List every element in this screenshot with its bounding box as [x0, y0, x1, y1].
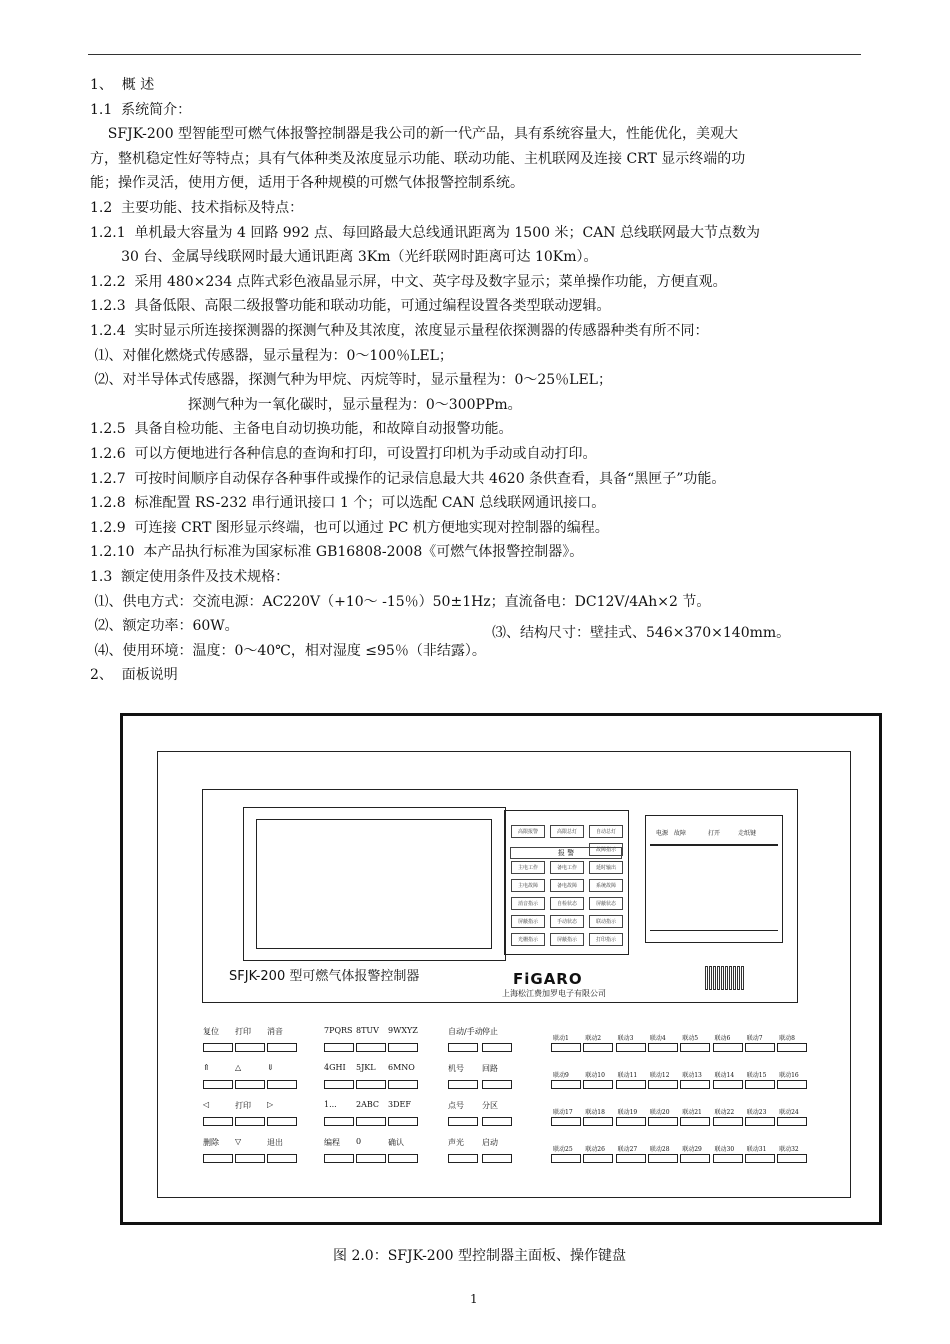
- link-label: 联动16: [779, 1072, 799, 1079]
- link-button[interactable]: [551, 1043, 581, 1052]
- key-label: 退出: [267, 1138, 283, 1147]
- text-line: 1.2.10 本产品执行标准为国家标准 GB16808-2008《可燃气体报警控制器》。: [90, 544, 584, 561]
- text-line: 1.3 额定使用条件及技术规格：: [90, 569, 290, 585]
- text-line: 1.2.8 标准配置 RS-232 串行通讯接口 1 个；可以选配 CAN 总线联网通讯接口。: [90, 495, 606, 512]
- keypad-indicator: 系统故障: [589, 879, 623, 892]
- link-button[interactable]: [745, 1117, 775, 1126]
- key-button[interactable]: [448, 1154, 478, 1163]
- spec-structure: ⑶、结构尺寸：壁挂式、546×370×140mm。: [492, 625, 791, 641]
- key-label: 消音: [267, 1027, 283, 1036]
- key-label: 声光: [448, 1138, 464, 1147]
- keypad-indicator: 屏蔽状态: [589, 897, 623, 910]
- key-label: 0: [356, 1137, 362, 1146]
- key-button[interactable]: [482, 1080, 512, 1089]
- link-label: 联动7: [746, 1035, 763, 1042]
- printer-label: 打开: [708, 830, 721, 837]
- link-button[interactable]: [583, 1154, 613, 1163]
- key-label: 回路: [482, 1064, 498, 1073]
- link-button[interactable]: [616, 1080, 646, 1089]
- link-label: 联动4: [649, 1035, 666, 1042]
- key-button[interactable]: [203, 1043, 233, 1052]
- printer-module: [645, 815, 783, 943]
- text-line: 2、 面板说明: [90, 667, 178, 684]
- printer-label: 走纸键: [738, 830, 757, 837]
- text-line: ⑴、对催化燃烧式传感器，显示量程为：0～100％LEL；: [90, 347, 453, 364]
- key-button[interactable]: [324, 1043, 354, 1052]
- keypad-indicator: 手动状态: [550, 915, 584, 928]
- text-line: 1.2.5 具备自检功能、主备电自动切换功能，和故障自动报警功能。: [90, 421, 513, 438]
- key-label: 8TUV: [356, 1026, 379, 1035]
- key-button[interactable]: [448, 1080, 478, 1089]
- figure-caption: 图 2.0：SFJK-200 型控制器主面板、操作键盘: [333, 1248, 626, 1264]
- key-button[interactable]: [235, 1080, 265, 1089]
- link-button[interactable]: [713, 1080, 743, 1089]
- link-label: 联动30: [714, 1146, 735, 1153]
- key-label: 7PQRS: [324, 1026, 353, 1035]
- link-button[interactable]: [616, 1117, 646, 1126]
- link-label: 联动23: [746, 1109, 767, 1116]
- link-label: 联动9: [553, 1072, 569, 1079]
- keypad-indicator: 备电工作: [550, 861, 584, 874]
- link-label: 联动20: [649, 1109, 670, 1116]
- link-button[interactable]: [648, 1080, 678, 1089]
- text-line: 1.2.9 可连接 CRT 图形显示终端，也可以通过 PC 机方便地实现对控制器的编程。: [90, 519, 609, 536]
- link-label: 联动29: [682, 1146, 702, 1153]
- link-button[interactable]: [713, 1043, 743, 1052]
- link-button[interactable]: [777, 1117, 807, 1126]
- link-label: 联动25: [553, 1146, 573, 1153]
- text-line: 1.2.3 具备低限、高限二级报警功能和联动功能，可通过编程设置各类型联动逻辑。: [90, 298, 611, 315]
- text-line: ⑴、供电方式：交流电源：AC220V（+10～ -15％）50±1Hz；直流备电：DC12V/4Ah×2 节。: [90, 593, 711, 610]
- key-button[interactable]: [388, 1154, 418, 1163]
- keypad-indicator: 主电故障: [511, 879, 545, 892]
- link-button[interactable]: [616, 1043, 646, 1052]
- panel-top-section: [202, 789, 798, 1003]
- key-button[interactable]: [482, 1154, 512, 1163]
- link-label: 联动5: [682, 1035, 699, 1042]
- key-button[interactable]: [482, 1117, 512, 1126]
- key-button[interactable]: [203, 1117, 233, 1126]
- link-button[interactable]: [777, 1043, 807, 1052]
- key-button[interactable]: [356, 1117, 386, 1126]
- key-button[interactable]: [235, 1154, 265, 1163]
- key-button[interactable]: [324, 1117, 354, 1126]
- key-label: 1...: [324, 1100, 337, 1109]
- link-label: 联动28: [649, 1146, 670, 1153]
- link-label: 联动32: [779, 1146, 799, 1153]
- key-label: 9WXYZ: [388, 1026, 418, 1035]
- key-label: 点号: [448, 1101, 464, 1110]
- link-button[interactable]: [551, 1080, 581, 1089]
- page-number: 1: [470, 1292, 478, 1306]
- link-button[interactable]: [583, 1043, 613, 1052]
- link-button[interactable]: [648, 1154, 678, 1163]
- key-button[interactable]: [482, 1043, 512, 1052]
- text-line: SFJK-200 型智能型可燃气体报警控制器是我公司的新一代产品，具有系统容量大，性能优化，美观大: [90, 126, 739, 143]
- link-button[interactable]: [745, 1154, 775, 1163]
- key-label: 复位: [203, 1027, 219, 1036]
- link-label: 联动14: [714, 1072, 735, 1079]
- text-line: 1.2.6 可以方便地进行各种信息的查询和打印，可设置打印机为手动或自动打印。: [90, 446, 597, 462]
- key-label: ▷: [267, 1100, 274, 1109]
- link-button[interactable]: [680, 1154, 710, 1163]
- link-label: 联动8: [779, 1035, 795, 1042]
- key-label: 机号: [448, 1064, 464, 1073]
- link-button[interactable]: [745, 1043, 775, 1052]
- key-button[interactable]: [267, 1043, 297, 1052]
- link-button[interactable]: [680, 1043, 710, 1052]
- key-label: 打印: [235, 1027, 251, 1036]
- key-button[interactable]: [356, 1080, 386, 1089]
- key-label: 停止: [482, 1027, 498, 1036]
- link-button[interactable]: [713, 1154, 743, 1163]
- link-label: 联动26: [585, 1146, 605, 1153]
- key-button[interactable]: [356, 1043, 386, 1052]
- key-label: 6MNO: [388, 1063, 415, 1072]
- lcd-bezel: [243, 807, 506, 961]
- key-label: ⇓: [267, 1063, 274, 1072]
- key-button[interactable]: [324, 1154, 354, 1163]
- text-line: 1.2 主要功能、技术指标及特点：: [90, 200, 304, 216]
- key-label: 删除: [203, 1138, 219, 1147]
- link-label: 联动13: [682, 1072, 702, 1079]
- text-line: 1.2.1 单机最大容量为 4 回路 992 点、每回路最大总线通讯距离为 1500 米；CAN 总线联网最大节点数为: [90, 224, 761, 241]
- paper-slot: [650, 844, 778, 931]
- link-label: 联动17: [553, 1109, 573, 1116]
- link-button[interactable]: [713, 1117, 743, 1126]
- link-button[interactable]: [777, 1154, 807, 1163]
- header-rule: [88, 54, 861, 55]
- link-button[interactable]: [583, 1080, 613, 1089]
- text-line: ⑷、使用环境：温度：0～40℃，相对湿度 ≤95％（非结露）。: [90, 642, 486, 659]
- text-line: 1.2.2 采用 480×234 点阵式彩色液晶显示屏，中文、英字母及数字显示；菜单操作功能，方便直观。: [90, 273, 727, 290]
- text-line: 探测气种为一氧化碳时，显示量程为：0～300PPm。: [90, 396, 522, 413]
- key-label: 4GHI: [324, 1063, 346, 1072]
- text-line: ⑵、额定功率：60W。: [90, 618, 239, 635]
- text-line: 1.2.4 实时显示所连接探测器的探测气种及其浓度，浓度显示量程依探测器的传感器种类有所不同：: [90, 323, 709, 339]
- printer-label: 电源: [656, 830, 669, 837]
- link-button[interactable]: [616, 1154, 646, 1163]
- company-name: 上海松江费加罗电子有限公司: [502, 989, 606, 998]
- key-button[interactable]: [267, 1154, 297, 1163]
- printer-label: 故障: [674, 830, 687, 837]
- key-button[interactable]: [388, 1117, 418, 1126]
- link-label: 联动1: [553, 1035, 569, 1042]
- link-button[interactable]: [648, 1043, 678, 1052]
- key-label: ⇑: [203, 1063, 210, 1072]
- key-label: 打印: [235, 1101, 251, 1110]
- key-label: ◁: [203, 1100, 210, 1109]
- link-button[interactable]: [551, 1154, 581, 1163]
- indicator-keypad: [504, 810, 629, 955]
- link-label: 联动21: [682, 1109, 702, 1116]
- key-button[interactable]: [448, 1117, 478, 1126]
- link-label: 联动12: [649, 1072, 670, 1079]
- key-button[interactable]: [356, 1154, 386, 1163]
- panel-figure: [120, 713, 882, 1225]
- keypad-indicator: 屏蔽指示: [511, 915, 545, 928]
- alarm-indicator: 报 警: [510, 847, 622, 859]
- key-label: △: [235, 1063, 242, 1072]
- figaro-logo: FiGARO: [513, 970, 583, 988]
- link-label: 联动19: [617, 1109, 638, 1116]
- text-line: ⑵、对半导体式传感器，探测气种为甲烷、丙烷等时，显示量程为：0～25％LEL；: [90, 372, 612, 389]
- link-label: 联动6: [714, 1035, 731, 1042]
- key-label: 编程: [324, 1138, 340, 1147]
- link-button[interactable]: [745, 1080, 775, 1089]
- key-label: 5JKL: [356, 1063, 376, 1072]
- keypad-indicator: 屏蔽指示: [550, 933, 584, 946]
- keypad-indicator: 消音指示: [511, 897, 545, 910]
- key-label: 2ABC: [356, 1100, 380, 1109]
- link-label: 联动10: [585, 1072, 605, 1079]
- text-line: 1、 概 述: [90, 77, 155, 93]
- key-button[interactable]: [203, 1080, 233, 1089]
- panel-inner-frame: [157, 751, 851, 1198]
- link-label: 联动15: [746, 1072, 767, 1079]
- key-label: 3DEF: [388, 1100, 411, 1109]
- link-button[interactable]: [551, 1117, 581, 1126]
- link-label: 联动31: [746, 1146, 767, 1153]
- link-label: 联动11: [617, 1072, 638, 1079]
- key-label: 分区: [482, 1101, 498, 1110]
- keypad-indicator: 联动指示: [589, 915, 623, 928]
- link-label: 联动2: [585, 1035, 602, 1042]
- key-label: 自动/手动: [448, 1027, 483, 1036]
- keypad-indicator: 自动总灯: [589, 825, 623, 838]
- key-button[interactable]: [203, 1154, 233, 1163]
- keypad-indicator: 主电工作: [511, 861, 545, 874]
- keypad-indicator: 备电故障: [550, 879, 584, 892]
- key-button[interactable]: [448, 1043, 478, 1052]
- key-button[interactable]: [267, 1080, 297, 1089]
- key-button[interactable]: [235, 1117, 265, 1126]
- text-line: 方，整机稳定性好等特点；具有气体种类及浓度显示功能、联动功能、主机联网及连接 CRT 显示终端的功: [90, 150, 746, 167]
- key-label: ▽: [235, 1137, 242, 1146]
- link-button[interactable]: [777, 1080, 807, 1089]
- key-button[interactable]: [388, 1080, 418, 1089]
- keypad-indicator: 延时输出: [589, 861, 623, 874]
- link-button[interactable]: [680, 1117, 710, 1126]
- link-label: 联动3: [617, 1035, 634, 1042]
- link-button[interactable]: [648, 1117, 678, 1126]
- speaker-grille: [705, 966, 745, 992]
- model-label: SFJK-200 型可燃气体报警控制器: [229, 969, 420, 984]
- keypad-indicator: 高限总灯: [550, 825, 584, 838]
- link-label: 联动24: [779, 1109, 799, 1116]
- keypad-indicator: 打印指示: [589, 933, 623, 946]
- key-button[interactable]: [235, 1043, 265, 1052]
- key-button[interactable]: [388, 1043, 418, 1052]
- text-line: 1.1 系统简介：: [90, 101, 192, 118]
- key-label: 确认: [388, 1138, 404, 1147]
- key-button[interactable]: [267, 1117, 297, 1126]
- keypad-indicator: 光栅指示: [511, 933, 545, 946]
- key-label: 启动: [482, 1138, 498, 1147]
- keypad-indicator: 高限报警: [511, 825, 545, 838]
- link-button[interactable]: [680, 1080, 710, 1089]
- link-label: 联动18: [585, 1109, 605, 1116]
- link-label: 联动22: [714, 1109, 735, 1116]
- text-line: 能；操作灵活，使用方便，适用于各种规模的可燃气体报警控制系统。: [90, 175, 524, 192]
- text-line: 30 台、金属导线联网时最大通讯距离 3Km（光纤联网时距离可达 10Km）。: [90, 249, 598, 266]
- keypad-indicator: 故障指示: [589, 843, 623, 856]
- key-button[interactable]: [324, 1080, 354, 1089]
- text-line: 1.2.7 可按时间顺序自动保存各种事件或操作的记录信息最大共 4620 条供查看，具备“黑匣子”功能。: [90, 470, 726, 487]
- link-button[interactable]: [583, 1117, 613, 1126]
- keypad-indicator: 自检状态: [550, 897, 584, 910]
- link-label: 联动27: [617, 1146, 638, 1153]
- lcd-screen: [256, 819, 492, 949]
